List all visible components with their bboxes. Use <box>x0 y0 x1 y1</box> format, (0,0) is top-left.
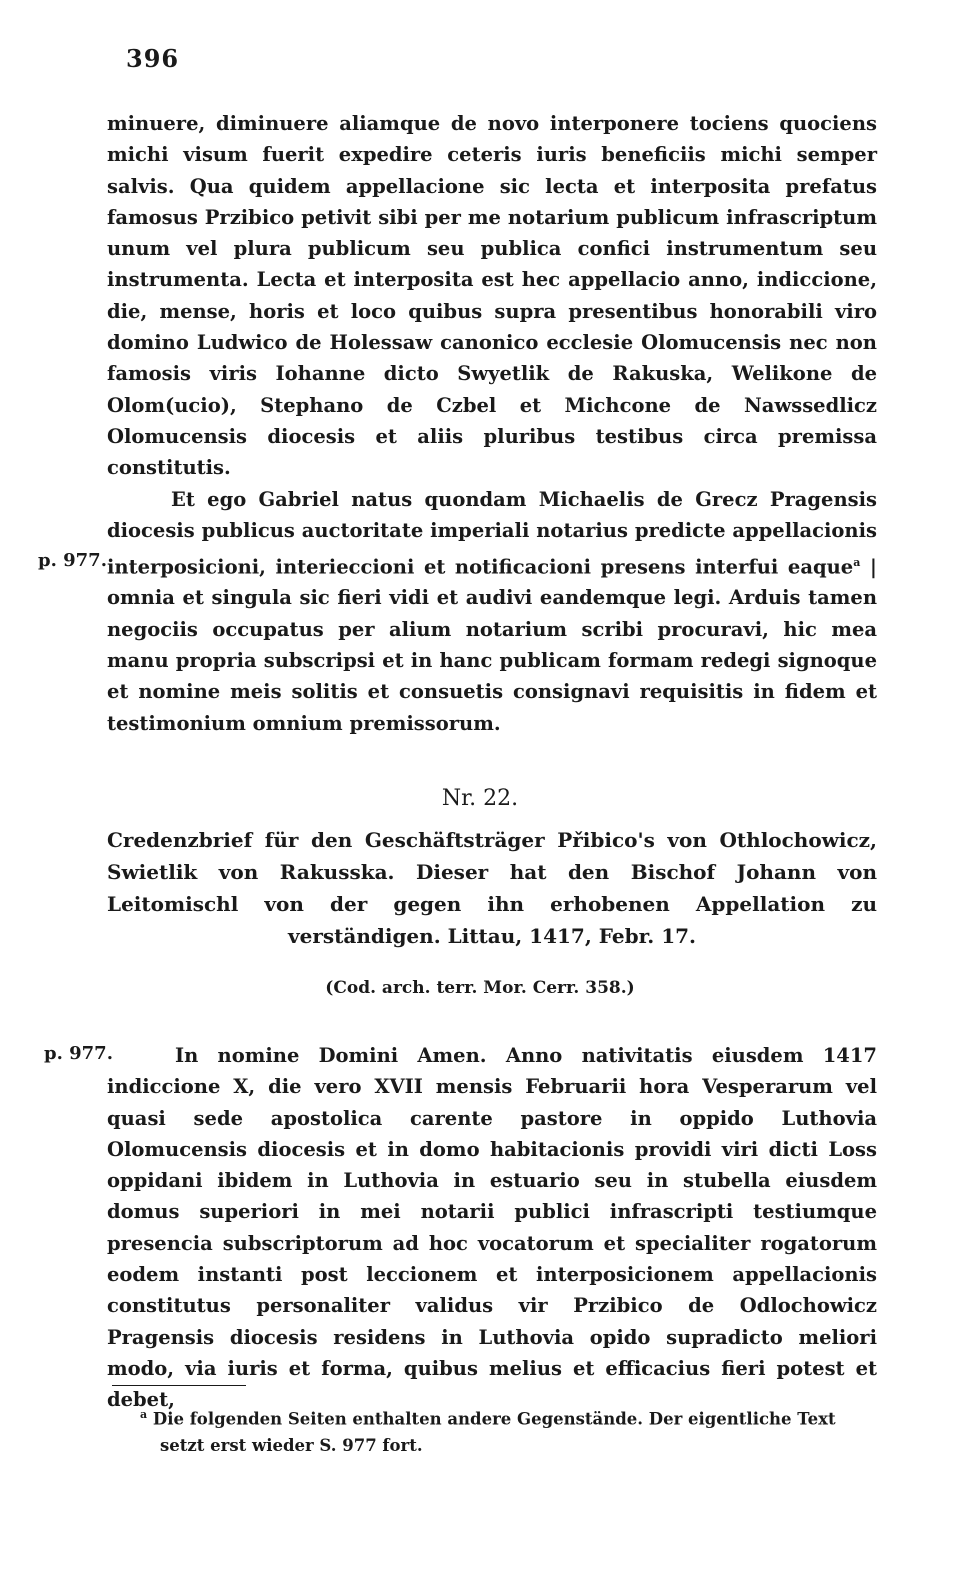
document-heading: Credenzbrief für den Geschäftsträger Přibico's von Othlochowicz, Swietlik von Rakusska. Dieser hat den Bischof Johann von Leitomischl von der gegen ihn erhobenen Appellation zu verständigen. Littau, 1417, Febr. 17. <box>107 828 877 948</box>
paragraph-document-text: In nomine Domini Amen. Anno nativitatis eiusdem 1417 indiccione X, die vero XVII mensis Februarii hora Vesperarum vel quasi sede apostolica carente pastore in oppido Luthovia Olomucensis diocesis et in domo habitacionis providi viri dicti Loss oppidani ibidem in Luthovia in estuario seu in stubella eiusdem domus superiori in mei notarii publici infrascripti testiumque presencia subscriptorum ad hoc vocatorum et specialiter rogatorum eodem instanti post leccionem et interposicionem appellacionis constitutus personaliter validus vir Przibico de Odlochowicz Pragensis diocesis residens in Luthovia opido supradicto meliori modo, via iuris et forma, quibus melius et efficacius fieri potest et debet, <box>107 1044 877 1412</box>
source-citation: (Cod. arch. terr. Mor. Cerr. 358.) <box>325 978 635 998</box>
document-number: Nr. 22. <box>441 786 519 811</box>
paragraph-notary-attestation <box>107 484 877 739</box>
footnote <box>140 1402 860 1459</box>
footnote-marker: a <box>140 1408 148 1421</box>
attestation-text-start: Et ego Gabriel natus quondam Michaelis de Grecz Pragensis diocesis publicus auctoritate imperiali notarius predicte appellacionis interposicioni, interieccioni et notificacioni presens interfui eaque <box>107 488 877 579</box>
footnote-divider <box>112 1385 246 1386</box>
footnote-text: Die folgenden Seiten enthalten andere Gegenstände. Der eigentliche Text setzt erst wieder S. 977 fort. <box>152 1409 836 1455</box>
margin-note-page-ref-2: p. 977. <box>44 1043 113 1064</box>
footnote-reference-mark: a <box>853 555 861 569</box>
page-number: 396 <box>126 44 180 73</box>
margin-note-page-ref: p. 977. <box>38 550 107 571</box>
attestation-text-end: | omnia et singula sic fieri vidi et audivi eandemque legi. Arduis tamen negociis occupatus per alium notarium scribi procuravi, hic mea manu propria subscripsi et in hanc publicam formam redegi signoque et nomine meis solitis et consuetis consignavi requisitis in fidem et testimonium omnium premissorum. <box>107 555 877 735</box>
paragraph-appellation-end: minuere, diminuere aliamque de novo interponere tociens quociens michi visum fuerit expedire ceteris iuris beneficiis michi semper salvis. Qua quidem appellacione sic lecta et interposita prefatus famosus Przibico petivit sibi per me notarium publicum infrascriptum unum vel plura publicum seu publica confici instrumentum seu instrumenta. Lecta et interposita est hec appellacio anno, indiccione, die, mense, horis et loco quibus supra presentibus honorabili viro domino Ludwico de Holessaw canonico ecclesie Olomucensis nec non famosis viris Iohanne dicto Swyetlik de Rakuska, Welikone de Olom(ucio), Stephano de Czbel et Michcone de Nawssedlicz Olomucensis diocesis et aliis pluribus testibus circa premissa constitutis. <box>107 112 877 480</box>
